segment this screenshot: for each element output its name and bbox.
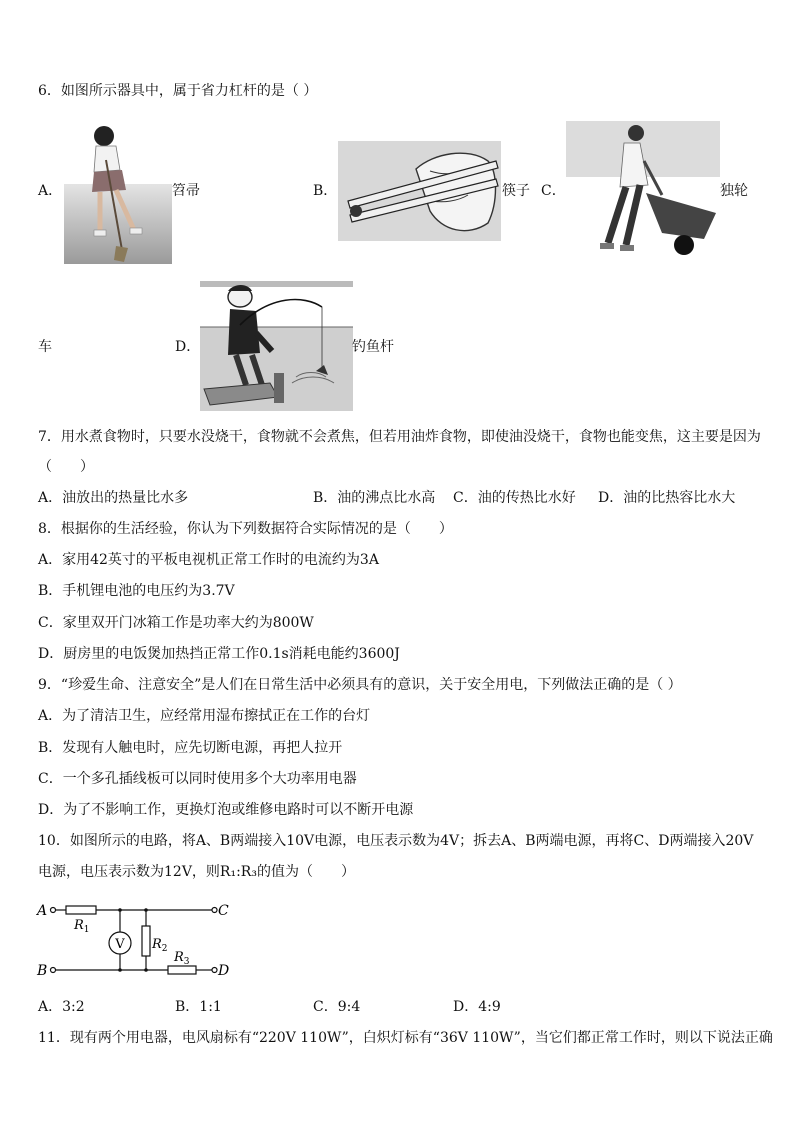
q9-option-d: D．为了不影响工作，更换灯泡或维修电路时可以不断开电源: [38, 802, 414, 818]
q6-option-a-label: 笤帚: [172, 183, 200, 199]
q6-option-b-label: 筷子: [502, 183, 530, 199]
q10-stem-line1: 10．如图所示的电路，将A、B两端接入10V电源，电压表示数为4V；拆去A、B两端电源，再将C、D两端接入20V: [38, 833, 754, 849]
q10-option-a: A．3:2: [38, 999, 85, 1015]
q6-option-d-letter: D．: [175, 339, 201, 355]
broom-girl-image: [64, 122, 172, 264]
q9-option-c: C．一个多孔插线板可以同时使用多个大功率用电器: [38, 771, 357, 787]
q7-stem: 7．用水煮食物时，只要水没烧干，食物就不会煮焦，但若用油炸食物，即使油没烧干，食物也能变焦，这主要是因为: [38, 429, 761, 445]
q7-answer-paren: （ ）: [38, 459, 94, 475]
chopsticks-image: [338, 141, 501, 241]
wheelbarrow-image: [566, 121, 720, 259]
q7-option-c: C．油的传热比水好: [453, 490, 576, 506]
q6-option-c-label-continued: 车: [38, 339, 52, 355]
q8-stem: 8．根据你的生活经验，你认为下列数据符合实际情况的是（ ）: [38, 521, 453, 537]
q6-option-c-letter: C．: [541, 183, 566, 199]
q7-option-d: D．油的比热容比水大: [598, 490, 736, 506]
q8-option-c: C．家里双开门冰箱工作是功率大约为800W: [38, 615, 314, 631]
q6-option-c-label: 独轮: [720, 183, 748, 199]
q7-option-b: B．油的沸点比水高: [313, 490, 436, 506]
circuit-label-a: A: [37, 903, 48, 919]
q6-stem: 6．如图所示器具中，属于省力杠杆的是（ ）: [38, 83, 318, 99]
circuit-label-r2: $R_2$: [152, 937, 168, 954]
fishing-rod-image: [200, 281, 353, 411]
q10-option-c: C．9:4: [313, 999, 361, 1015]
circuit-label-r3: $R_3$: [174, 950, 190, 967]
q10-option-d: D．4:9: [453, 999, 501, 1015]
q10-option-b: B．1:1: [175, 999, 222, 1015]
q6-option-b-letter: B．: [313, 183, 338, 199]
q9-stem: 9．“珍爱生命、注意安全”是人们在日常生活中必须具有的意识，关于安全用电，下列做法正确的是（ ）: [38, 677, 682, 693]
circuit-label-d: D: [218, 963, 230, 979]
q9-option-a: A．为了清洁卫生，应经常用湿布擦拭正在工作的台灯: [38, 708, 371, 724]
q11-stem: 11．现有两个用电器，电风扇标有“220V 110W”，白炽灯标有“36V 110W”，当它们都正常工作时，则以下说法正确: [38, 1030, 773, 1046]
q6-option-d-label: 钓鱼杆: [352, 339, 394, 355]
q8-option-b: B．手机锂电池的电压约为3.7V: [38, 583, 235, 599]
q9-option-b: B．发现有人触电时，应先切断电源，再把人拉开: [38, 740, 343, 756]
circuit-label-r1: $R_1$: [74, 918, 90, 935]
circuit-label-c: C: [218, 903, 229, 919]
q6-option-a-letter: A．: [38, 183, 63, 199]
q8-option-d: D．厨房里的电饭煲加热挡正常工作0.1s消耗电能约3600J: [38, 646, 400, 662]
circuit-diagram: [34, 898, 234, 986]
q10-stem-line2: 电源，电压表示数为12V，则R₁:R₃的值为（ ）: [38, 864, 355, 880]
q7-option-a: A．油放出的热量比水多: [38, 490, 189, 506]
circuit-label-b: B: [37, 963, 48, 979]
q8-option-a: A．家用42英寸的平板电视机正常工作时的电流约为3A: [38, 552, 379, 568]
voltmeter-symbol: V: [115, 937, 125, 952]
